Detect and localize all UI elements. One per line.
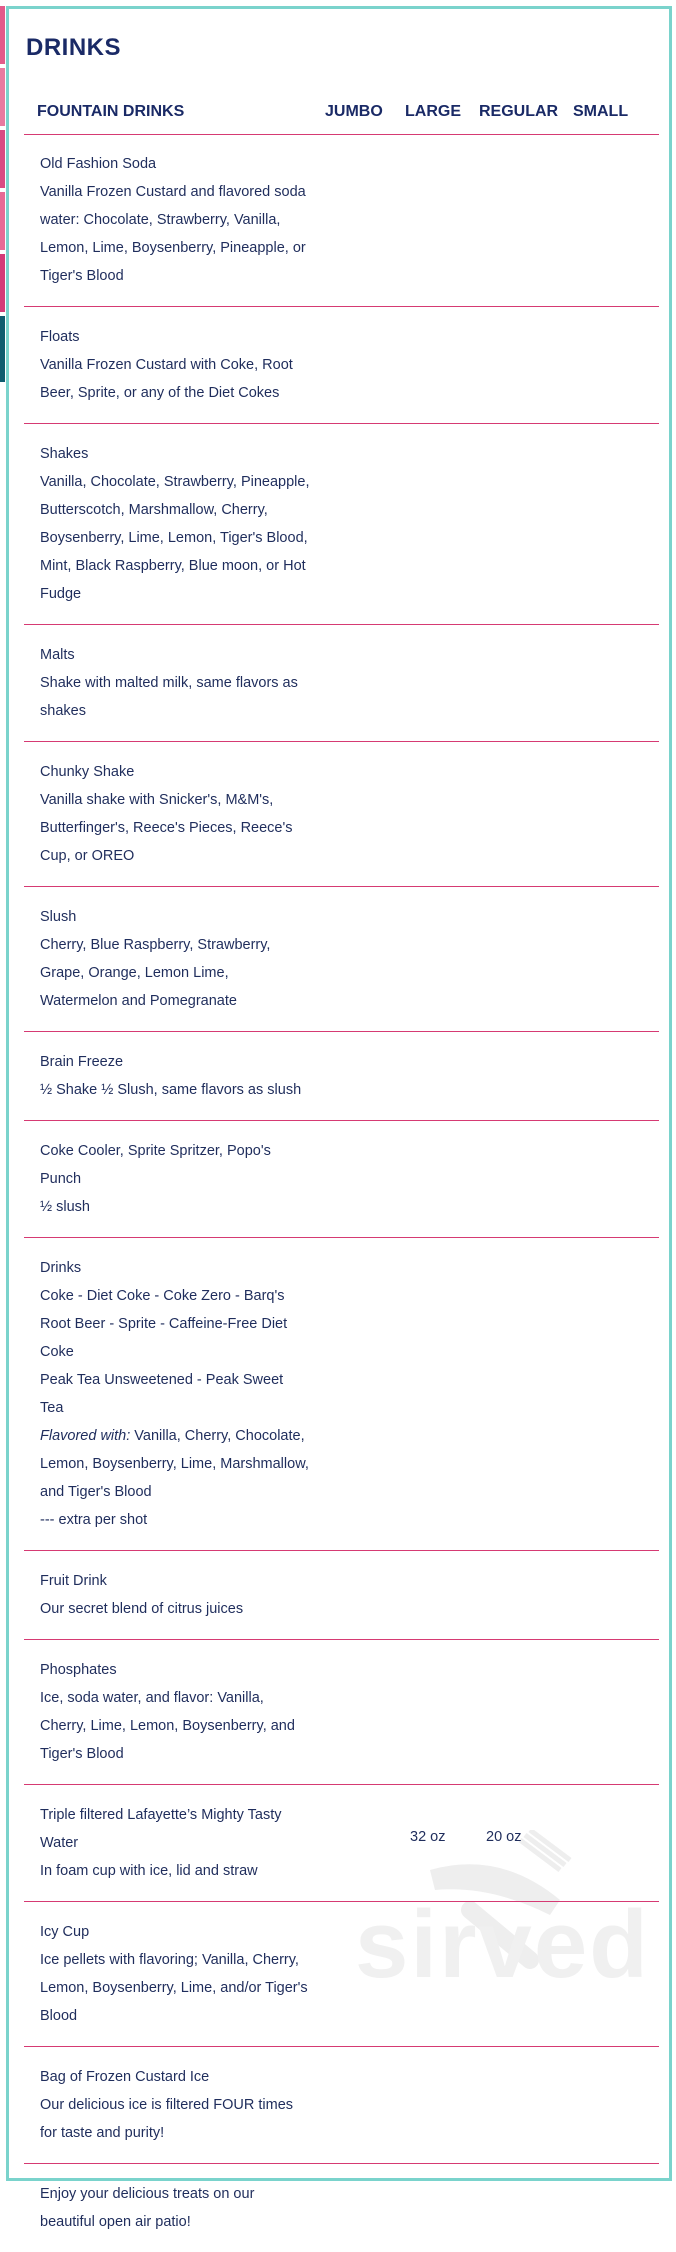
item-name: Bag of Frozen Custard Ice: [40, 2069, 210, 2085]
item-name: Fruit Drink: [40, 1573, 107, 1589]
menu-item: [24, 1785, 659, 1902]
side-tab-4[interactable]: [0, 192, 5, 250]
menu-item: [24, 1640, 659, 1785]
item-name: Shakes: [40, 446, 89, 462]
price-regular: 20 oz: [486, 1829, 522, 1845]
item-name: Enjoy your delicious treats on our beautiful open air patio!: [40, 2186, 255, 2230]
menu-item: [24, 134, 659, 307]
item-description-flavors: Vanilla, Cherry, Chocolate, Lemon, Boysenberry, Lime, Marshmallow, and Tiger's Blood --- extra per shot: [40, 1428, 309, 1528]
item-description: [40, 1282, 310, 1534]
item-description: ½ Shake ½ Slush, same flavors as slush: [40, 1082, 302, 1098]
item-name: Triple filtered Lafayette’s Mighty Tasty Water: [40, 1807, 282, 1851]
side-tab-2[interactable]: [0, 68, 5, 126]
size-header-regular: REGULAR: [479, 103, 559, 120]
menu-item: [24, 887, 659, 1032]
item-name: Malts: [40, 647, 75, 663]
size-header-jumbo: JUMBO: [325, 103, 383, 120]
item-description: In foam cup with ice, lid and straw: [40, 1863, 258, 1879]
item-description: Ice pellets with flavoring; Vanilla, Cherry, Lemon, Boysenberry, Lime, and/or Tiger's Blood: [40, 1952, 308, 2024]
item-description-main: Coke - Diet Coke - Coke Zero - Barq's Root Beer - Sprite - Caffeine-Free Diet Coke Peak Tea Unsweetened - Peak Sweet Tea: [40, 1288, 288, 1416]
section-header: [24, 98, 659, 135]
menu-item: [24, 2164, 659, 2252]
item-description: ½ slush: [40, 1199, 90, 1215]
item-description: Vanilla Frozen Custard and flavored soda water: Chocolate, Strawberry, Vanilla, Lemon, Lime, Boysenberry, Pineapple, or Tiger's Blood: [40, 184, 306, 284]
item-description: Our secret blend of citrus juices: [40, 1601, 244, 1617]
item-description: Our delicious ice is filtered FOUR times for taste and purity!: [40, 2097, 294, 2141]
side-tab-1[interactable]: [0, 6, 5, 64]
item-description: Vanilla shake with Snicker's, M&M's, Butterfinger's, Reece's Pieces, Reece's Cup, or OREO: [40, 792, 293, 864]
menu-item: [24, 1238, 659, 1551]
price-large: 32 oz: [410, 1829, 446, 1845]
side-tab-6[interactable]: [0, 316, 5, 382]
menu-item: [24, 307, 659, 424]
menu-item: [24, 1902, 659, 2047]
item-name: Chunky Shake: [40, 764, 135, 780]
item-name: Old Fashion Soda: [40, 156, 157, 172]
menu-item: [24, 742, 659, 887]
item-name: Floats: [40, 329, 80, 345]
item-description: Ice, soda water, and flavor: Vanilla, Cherry, Lime, Lemon, Boysenberry, and Tiger's Blood: [40, 1690, 295, 1762]
item-name: Slush: [40, 909, 77, 925]
section-name: FOUNTAIN DRINKS: [37, 103, 185, 120]
item-name: Phosphates: [40, 1662, 117, 1678]
size-header-large: LARGE: [405, 103, 461, 120]
item-description: Cherry, Blue Raspberry, Strawberry, Grape, Orange, Lemon Lime, Watermelon and Pomegranate: [40, 937, 271, 1009]
page-title: DRINKS: [26, 34, 122, 61]
menu-item: [24, 625, 659, 742]
size-header-small: SMALL: [573, 103, 629, 120]
item-name: Icy Cup: [40, 1924, 90, 1940]
item-description: Vanilla, Chocolate, Strawberry, Pineapple, Butterscotch, Marshmallow, Cherry, Boysenberry, Lime, Lemon, Tiger's Blood, Mint, Black Raspberry, Blue moon, or Hot Fudge: [40, 474, 310, 602]
menu-item: [24, 424, 659, 625]
item-description-italic: Flavored with:: [40, 1428, 131, 1444]
item-name: Drinks: [40, 1260, 82, 1276]
item-description: Vanilla Frozen Custard with Coke, Root Beer, Sprite, or any of the Diet Cokes: [40, 357, 293, 401]
menu-item: [24, 1551, 659, 1640]
item-description: Shake with malted milk, same flavors as shakes: [40, 675, 298, 719]
sirved-watermark: sirved: [355, 1891, 650, 1998]
item-name: Coke Cooler, Sprite Spritzer, Popo's Punch: [40, 1143, 271, 1187]
item-name: Brain Freeze: [40, 1054, 124, 1070]
menu-item: [24, 1032, 659, 1121]
side-tab-3[interactable]: [0, 130, 5, 188]
menu-items: [24, 134, 659, 2252]
menu-item: [24, 2047, 659, 2164]
menu-item: [24, 1121, 659, 1238]
side-tab-5[interactable]: [0, 254, 5, 312]
